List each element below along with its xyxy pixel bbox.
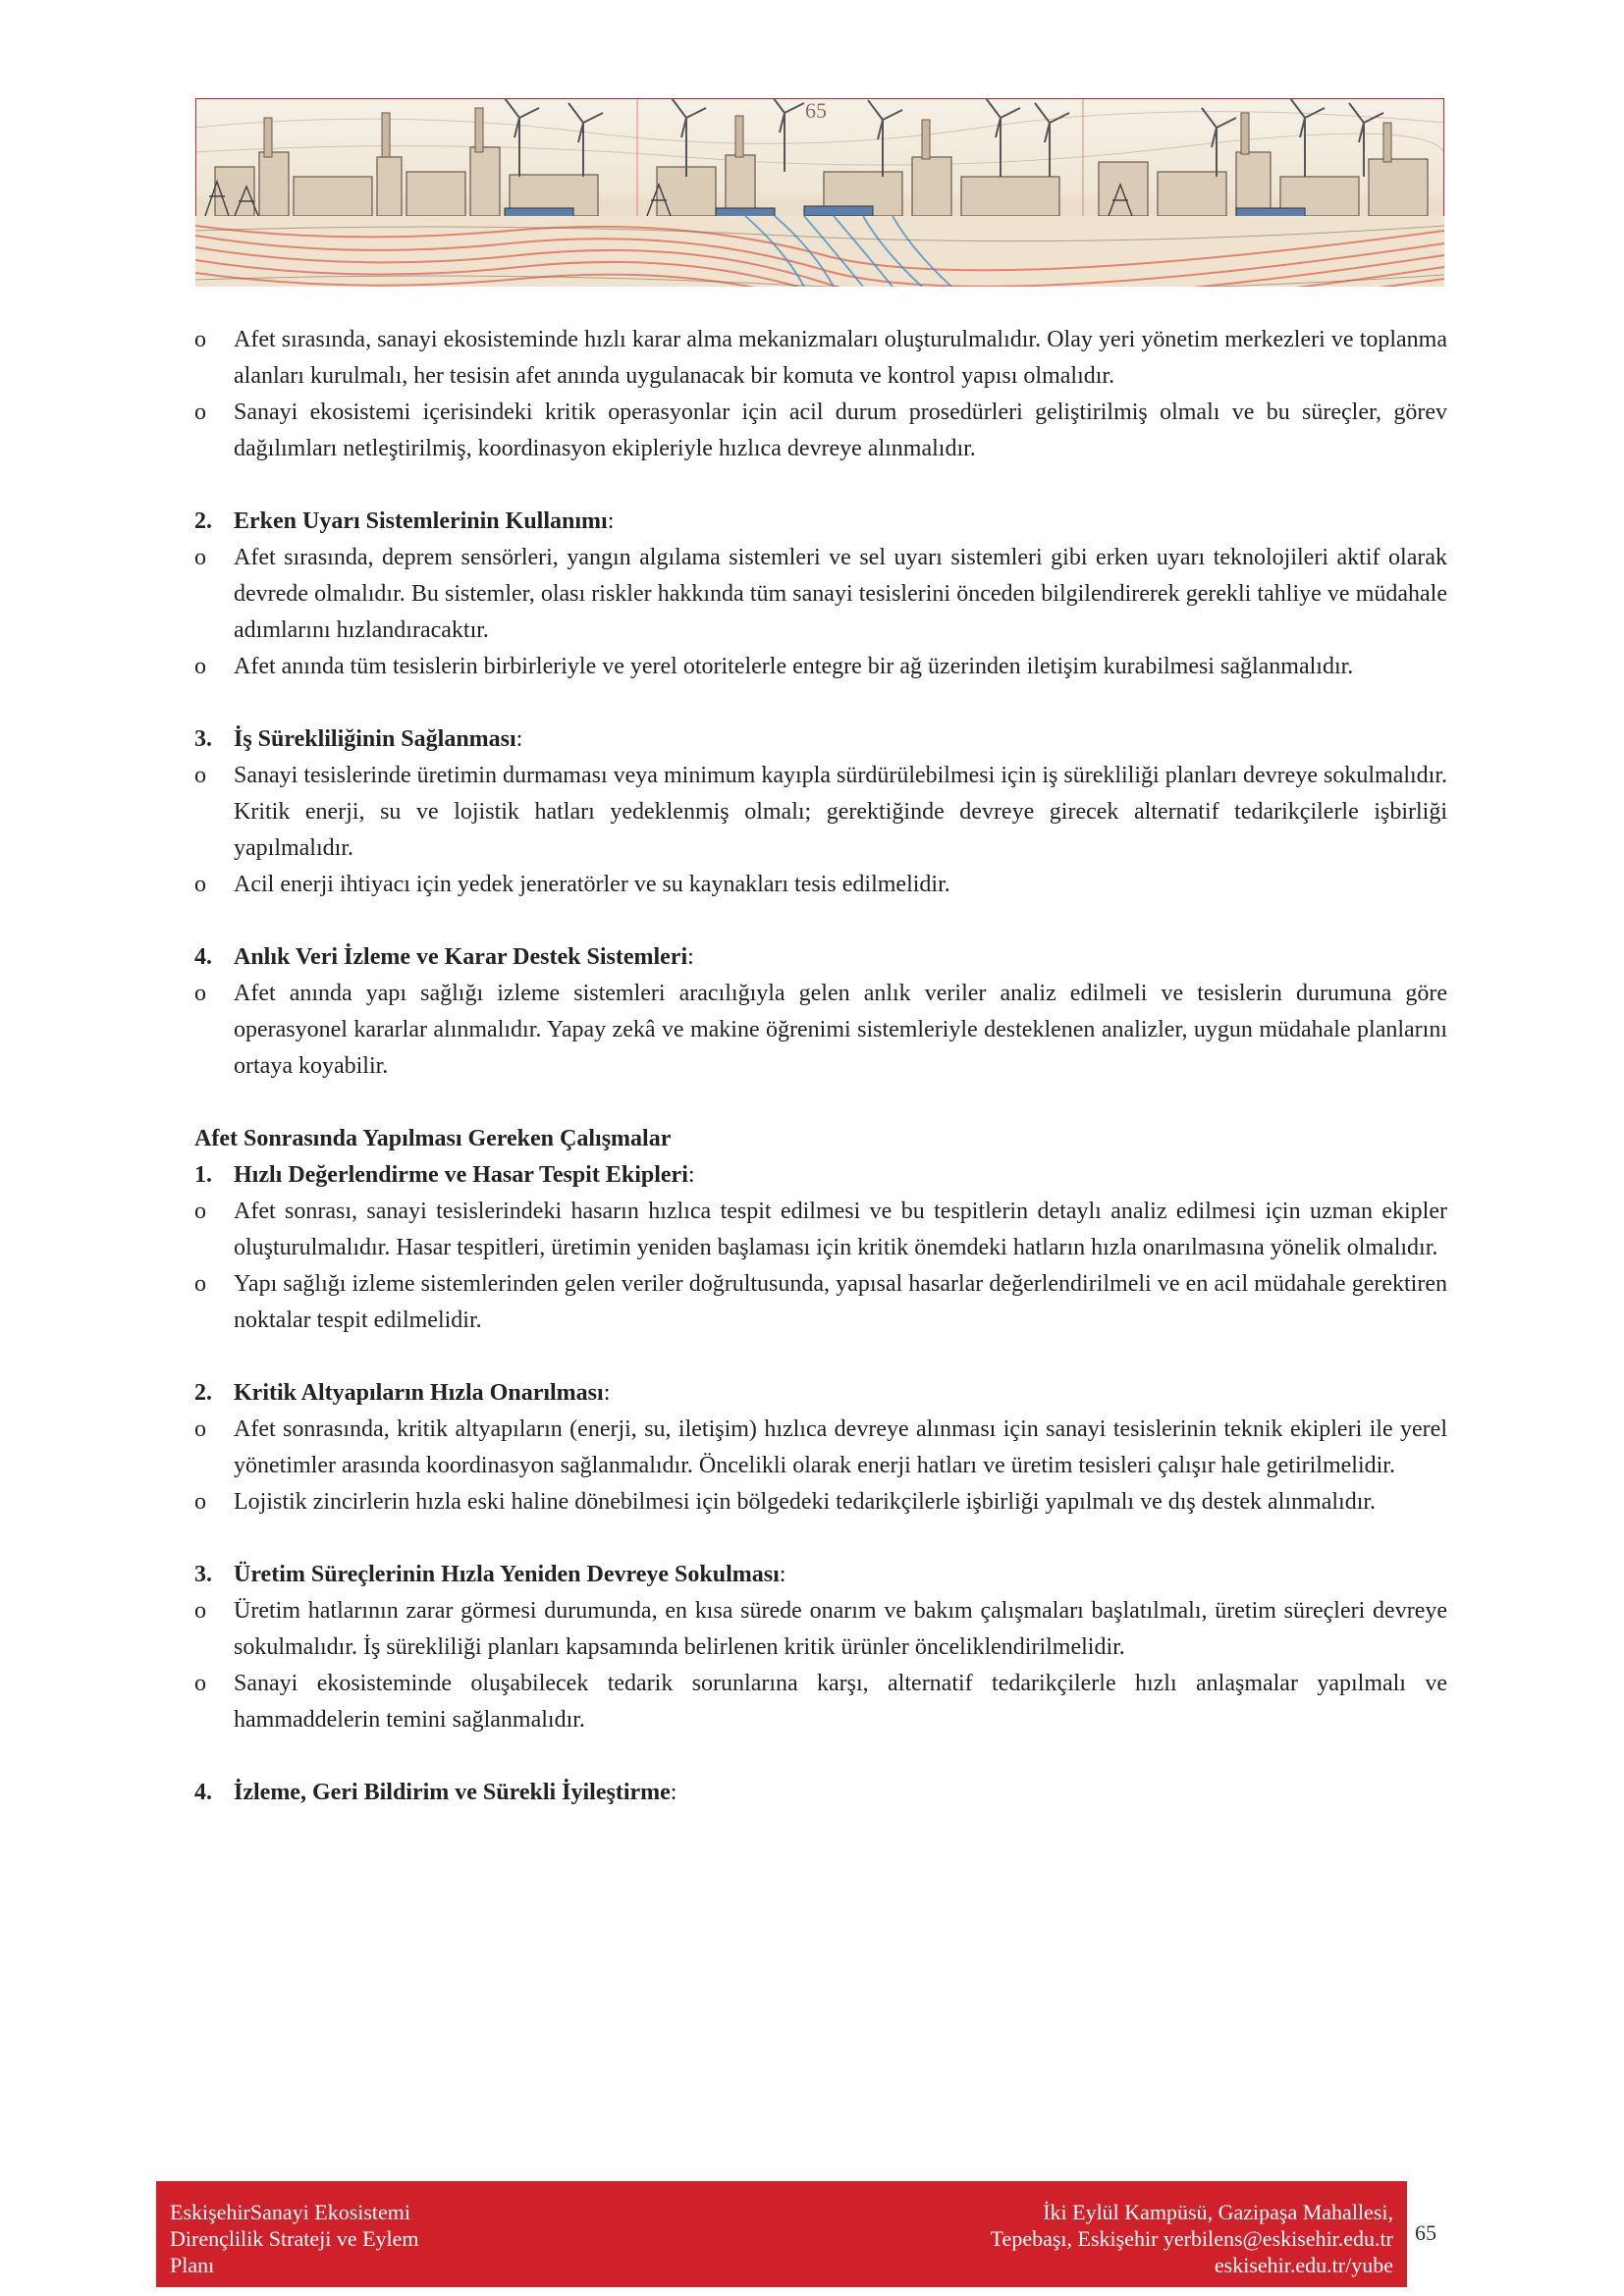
bullet-text: Sanayi tesislerinde üretimin durmaması veya minimum kayıpla sürdürülebilmesi için iş sürekliliği planları devreye sokulmalıdır. Kritik enerji, su ve lojistik hatları yedeklenmiş olmalı; gerektiğinde devreye girecek alternatif tedarikçilerle işbirliği yapılmalıdır.: [234, 763, 1447, 861]
section-title: İzleme, Geri Bildirim ve Sürekli İyileştirme: [234, 1780, 671, 1805]
footer-left-line: Dirençlilik Strateji ve Eylem: [170, 2226, 419, 2251]
bullet-marker: o: [194, 1199, 206, 1224]
list-item: [194, 1266, 1447, 1339]
section-number: 2.: [194, 508, 212, 534]
list-item: [194, 540, 1447, 649]
footer-address-line: İki Eylül Kampüsü, Gazipaşa Mahallesi,: [1043, 2200, 1393, 2224]
section-title: Anlık Veri İzleme ve Karar Destek Sistemleri: [234, 944, 688, 970]
after-disaster-heading: Afet Sonrasında Yapılması Gereken Çalışmalar: [194, 1126, 672, 1151]
section-number: 3.: [194, 1562, 212, 1587]
footer-bar: [156, 2181, 1407, 2287]
list-item: [194, 1666, 1447, 1738]
industrial-landscape-illustration: [195, 98, 1444, 287]
section-number: 2.: [194, 1380, 212, 1406]
list-item: [194, 1593, 1447, 1666]
list-item: [194, 1194, 1447, 1266]
section-monitoring-feedback: [194, 1775, 1447, 1811]
section-heading: 4. Anlık Veri İzleme ve Karar Destek Sistemleri:: [194, 939, 1447, 976]
bullet-text: Afet sonrası, sanayi tesislerindeki hasarın hızlıca tespit edilmesi ve bu tespitlerin detaylı analiz edilmesi için uzman ekipler oluşturulmalıdır. Hasar tespitleri, üretimin yeniden başlaması için kritik önemdeki hatların hızla onarılmasına yönelik olmalıdır.: [234, 1199, 1447, 1260]
bullet-marker: o: [194, 545, 206, 570]
footer-left-line: Planı: [170, 2253, 215, 2277]
section-early-warning: [194, 504, 1447, 685]
bullet-text: Afet sırasında, deprem sensörleri, yangın algılama sistemleri ve sel uyarı sistemleri gibi erken uyarı teknolojileri aktif olarak devrede olmalıdır. Bu sistemler, olası riskler hakkında tüm sanayi tesislerini önceden bilgilendirerek gerekli tahliye ve müdahale adımlarını hızlandıracaktır.: [234, 545, 1447, 643]
bullet-text: Acil enerji ihtiyacı için yedek jeneratörler ve su kaynakları tesis edilmelidir.: [234, 872, 950, 897]
bullet-marker: o: [194, 1489, 206, 1515]
bullet-text: Afet sonrasında, kritik altyapıların (enerji, su, iletişim) hızlıca devreye alınması için sanayi tesislerinin teknik ekipleri ile yerel yönetimler arasında koordinasyon sağlanmalıdır. Öncelikli olarak enerji hatları ve üretim tesisleri çalışır hale getirilmelidir.: [234, 1416, 1447, 1478]
section-damage-assessment: [194, 1157, 1447, 1339]
section-heading: 2. Erken Uyarı Sistemlerinin Kullanımı:: [194, 504, 1447, 540]
bullet-text: Sanayi ekosistemi içerisindeki kritik operasyonlar için acil durum prosedürleri geliştirilmiş olmalı ve bu süreçler, görev dağılımları netleştirilmiş, koordinasyon ekipleriyle hızlıca devreye alınmalıdır.: [234, 400, 1447, 461]
section-title: İş Sürekliliğinin Sağlanması: [234, 726, 516, 752]
list-item: [194, 1484, 1447, 1521]
section-number: 4.: [194, 944, 212, 970]
bullet-text: Afet sırasında, sanayi ekosisteminde hızlı karar alma mekanizmaları oluşturulmalıdır. Olay yeri yönetim merkezleri ve toplanma alanları kurulmalı, her tesisin afet anında uygulanacak bir komuta ve kontrol yapısı olmalıdır.: [234, 327, 1447, 389]
section-infrastructure-repair: [194, 1375, 1447, 1521]
intro-bullets: [194, 322, 1447, 467]
bullet-text: Afet anında tüm tesislerin birbirleriyle ve yerel otoritelerle entegre bir ağ üzerinden iletişim kurabilmesi sağlanmalıdır.: [234, 654, 1354, 679]
section-heading: 2. Kritik Altyapıların Hızla Onarılması:: [194, 1375, 1447, 1412]
header-banner-illustration: [195, 98, 1444, 287]
section-business-continuity: [194, 721, 1447, 903]
bullet-marker: o: [194, 981, 206, 1006]
bullet-marker: o: [194, 1271, 206, 1297]
section-number: 1.: [194, 1162, 212, 1188]
bullet-marker: o: [194, 654, 206, 679]
footer-plan-title: [170, 2199, 523, 2278]
footer-left-line: EskişehirSanayi Ekosistemi: [170, 2200, 411, 2224]
list-item: [194, 322, 1447, 395]
footer-email-line: Tepebaşı, Eskişehir yerbilens@eskisehir.edu.tr: [990, 2226, 1393, 2251]
list-item: [194, 976, 1447, 1085]
footer-page-number: 65: [1415, 2220, 1436, 2245]
section-title: Üretim Süreçlerinin Hızla Yeniden Devreye Sokulması: [234, 1562, 780, 1587]
list-item: [194, 758, 1447, 867]
section-heading: 3. İş Sürekliliğinin Sağlanması:: [194, 721, 1447, 758]
bullet-marker: o: [194, 1416, 206, 1442]
list-item: [194, 649, 1447, 685]
section-number: 4.: [194, 1780, 212, 1805]
section-production-restart: [194, 1557, 1447, 1738]
bullet-marker: o: [194, 872, 206, 897]
list-item: [194, 395, 1447, 467]
list-item: [194, 1412, 1447, 1484]
bullet-text: Yapı sağlığı izleme sistemlerinden gelen veriler doğrultusunda, yapısal hasarlar değerlendirilmeli ve en acil müdahale gerektiren noktalar tespit edilmelidir.: [234, 1271, 1447, 1333]
bullet-text: Üretim hatlarının zarar görmesi durumunda, en kısa sürede onarım ve bakım çalışmaları başlatılmalı, üretim süreçleri devreye sokulmalıdır. İş sürekliliği planları kapsamında belirlenen kritik ürünler önceliklendirilmelidir.: [234, 1598, 1447, 1660]
bullet-text: Lojistik zincirlerin hızla eski haline dönebilmesi için bölgedeki tedarikçilerle işbirliği yapılmalı ve dış destek alınmalıdır.: [234, 1489, 1377, 1515]
bullet-marker: o: [194, 1671, 206, 1696]
main-content: [194, 322, 1447, 1811]
bullet-marker: o: [194, 763, 206, 788]
section-title: Erken Uyarı Sistemlerinin Kullanımı: [234, 508, 608, 534]
bullet-text: Sanayi ekosisteminde oluşabilecek tedarik sorunlarına karşı, alternatif tedarikçilerle hızlı anlaşmalar yapılmalı ve hammaddelerin temini sağlanmalıdır.: [234, 1671, 1447, 1733]
footer-website-link[interactable]: eskisehir.edu.tr/yube: [1214, 2253, 1393, 2277]
list-item: [194, 867, 1447, 903]
section-title: Hızlı Değerlendirme ve Hasar Tespit Ekipleri: [234, 1162, 688, 1188]
section-heading: 4. İzleme, Geri Bildirim ve Sürekli İyileştirme:: [194, 1775, 1447, 1811]
banner-page-number: 65: [805, 98, 827, 123]
bullet-text: Afet anında yapı sağlığı izleme sistemleri aracılığıyla gelen anlık veriler analiz edilmeli ve tesislerin durumuna göre operasyonel kararlar alınmalıdır. Yapay zekâ ve makine öğrenimi sistemleriyle desteklenen analizler, uygun müdahale planlarını ortaya koyabilir.: [234, 981, 1447, 1079]
section-title: Kritik Altyapıların Hızla Onarılması: [234, 1380, 604, 1406]
section-heading: 1. Hızlı Değerlendirme ve Hasar Tespit Ekipleri:: [194, 1157, 1447, 1194]
bullet-marker: o: [194, 1598, 206, 1624]
section-number: 3.: [194, 726, 212, 752]
section-realtime-data: [194, 939, 1447, 1085]
bullet-marker: o: [194, 327, 206, 352]
section-heading: 3. Üretim Süreçlerinin Hızla Yeniden Devreye Sokulması:: [194, 1557, 1447, 1593]
bullet-marker: o: [194, 400, 206, 425]
footer-contact: [785, 2199, 1393, 2278]
